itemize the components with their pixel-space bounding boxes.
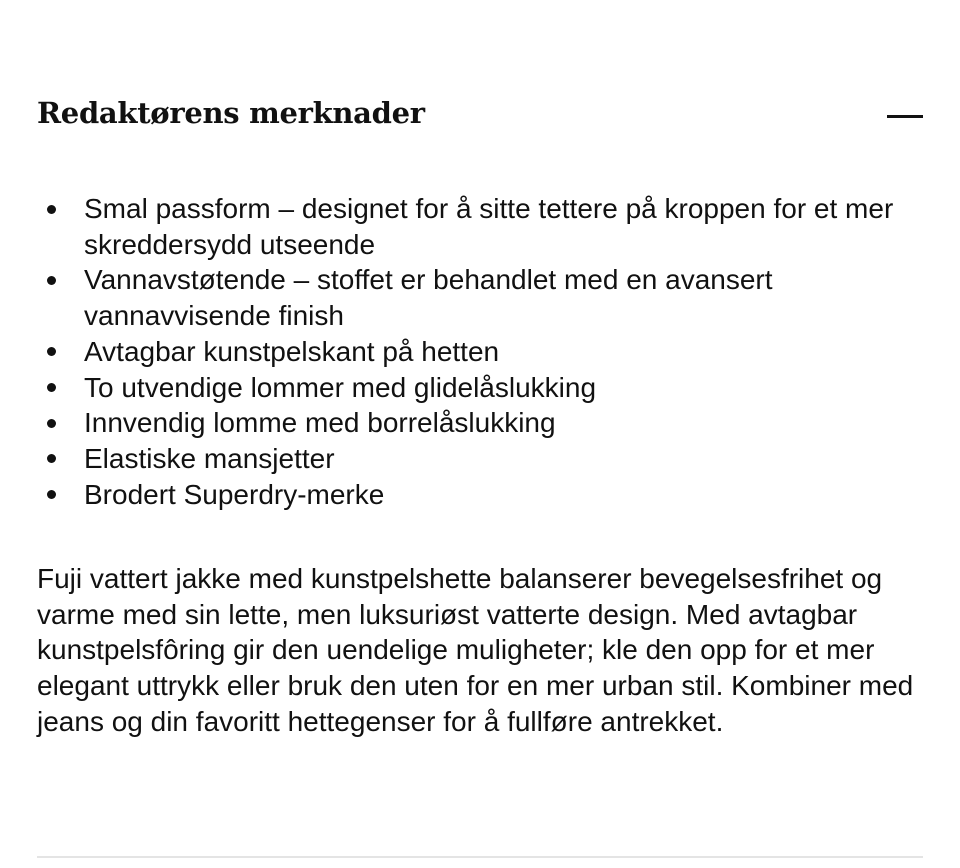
feature-list-item: Elastiske mansjetter: [37, 441, 922, 477]
product-description: Fuji vattert jakke med kunstpelshette balanserer bevegelsesfrihet og varme med sin lette, men luksuriøst vatterte design. Med avtagbar kunstpelsfôring gir den uendelige muligheter; kle den opp for et mer elegant uttrykk eller bruk den uten for en mer urban stil. Kombiner med jeans og din favoritt hettegenser for å fullføre antrekket.: [37, 563, 914, 737]
feature-list-item: Brodert Superdry-merke: [37, 477, 922, 513]
feature-list-item: To utvendige lommer med glidelåslukking: [37, 370, 922, 406]
section-title: Redaktørens merknader: [37, 96, 425, 130]
feature-list-item: Innvendig lomme med borrelåslukking: [37, 405, 922, 441]
section-divider: [37, 856, 923, 858]
feature-list: [37, 191, 922, 512]
minus-icon: [887, 115, 923, 118]
collapse-button[interactable]: [885, 100, 925, 130]
feature-list-item: Vannavstøtende – stoffet er behandlet med en avansert vannavvisende finish: [37, 262, 922, 333]
accordion-header[interactable]: [37, 92, 925, 134]
feature-list-item: Avtagbar kunstpelskant på hetten: [37, 334, 922, 370]
feature-list-item: Smal passform – designet for å sitte tettere på kroppen for et mer skreddersydd utseende: [37, 191, 922, 262]
